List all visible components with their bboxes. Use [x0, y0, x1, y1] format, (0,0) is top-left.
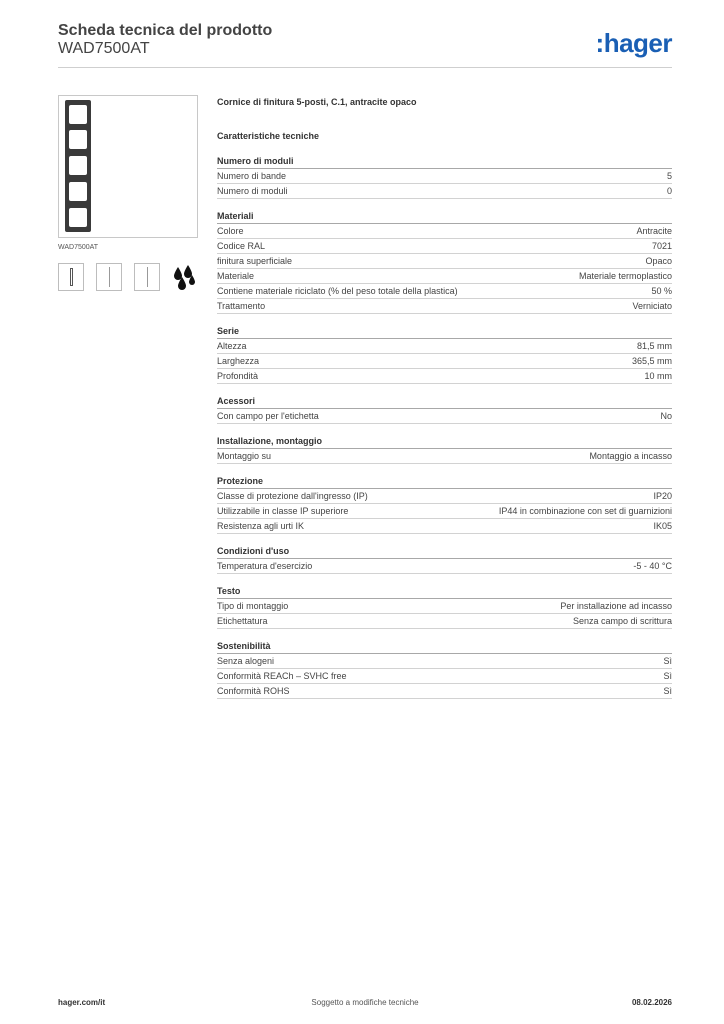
- single-line-icon: [134, 263, 160, 291]
- spec-label: Con campo per l'etichetta: [217, 411, 319, 421]
- spec-value: -5 - 40 °C: [633, 561, 672, 571]
- spec-row: [217, 614, 672, 629]
- spec-value: IP20: [653, 491, 672, 501]
- frame-slot: [69, 156, 87, 175]
- spec-value: 5: [666, 171, 672, 181]
- spec-section: [217, 545, 672, 574]
- spec-value: Sì: [663, 686, 672, 696]
- spec-row: [217, 369, 672, 384]
- spec-label: Numero di moduli: [217, 186, 288, 196]
- spec-row: [217, 224, 672, 239]
- spec-label: Tipo di montaggio: [217, 601, 289, 611]
- spec-value: 10 mm: [644, 371, 672, 381]
- spec-value: Sì: [663, 671, 672, 681]
- spec-value: 0: [666, 186, 672, 196]
- spec-section: [217, 210, 672, 314]
- spec-row: [217, 684, 672, 699]
- spec-row: [217, 504, 672, 519]
- section-title: Installazione, montaggio: [217, 435, 672, 449]
- spec-content: [217, 96, 672, 699]
- frame-illustration: [65, 100, 91, 232]
- spec-value: Montaggio a incasso: [589, 451, 672, 461]
- spec-label: Conformità REACh – SVHC free: [217, 671, 347, 681]
- spec-label: Classe di protezione dall'ingresso (IP): [217, 491, 368, 501]
- spec-row: [217, 239, 672, 254]
- page-title: Scheda tecnica del prodotto: [58, 22, 273, 39]
- frame-slot: [69, 130, 87, 149]
- spec-row: [217, 489, 672, 504]
- spec-value: Sì: [663, 656, 672, 666]
- section-title: Serie: [217, 325, 672, 339]
- header-divider: [58, 67, 672, 68]
- footer-date: 08.02.2026: [631, 998, 672, 1007]
- footer-notice: Soggetto a modifiche tecniche: [311, 998, 419, 1007]
- section-title: Numero di moduli: [217, 155, 672, 169]
- section-title: Acessori: [217, 395, 672, 409]
- spec-label: Codice RAL: [217, 241, 266, 251]
- spec-section: [217, 325, 672, 384]
- spec-row: [217, 269, 672, 284]
- spec-row: [217, 169, 672, 184]
- spec-value: Opaco: [645, 256, 672, 266]
- product-image: [58, 95, 198, 238]
- section-title: Condizioni d'uso: [217, 545, 672, 559]
- spec-value: Antracite: [636, 226, 672, 236]
- spec-row: [217, 409, 672, 424]
- spec-value: No: [660, 411, 672, 421]
- spec-label: Trattamento: [217, 301, 266, 311]
- spec-value: IP44 in combinazione con set di guarnizioni: [498, 506, 672, 516]
- spec-label: Numero di bande: [217, 171, 287, 181]
- spec-value: 81,5 mm: [636, 341, 672, 351]
- frame-slot: [69, 208, 87, 227]
- section-title: Testo: [217, 585, 672, 599]
- hager-logo: :hager: [595, 28, 672, 58]
- spec-section: [217, 435, 672, 464]
- spec-value: IK05: [653, 521, 672, 531]
- spec-section: [217, 395, 672, 424]
- section-title: Materiali: [217, 210, 672, 224]
- vertical-frame-icon: [58, 263, 84, 291]
- spec-value: Senza campo di scrittura: [572, 616, 672, 626]
- spec-row: [217, 354, 672, 369]
- spec-label: Utilizzabile in classe IP superiore: [217, 506, 349, 516]
- spec-value: 365,5 mm: [631, 356, 672, 366]
- frame-slot: [69, 182, 87, 201]
- spec-label: Montaggio su: [217, 451, 272, 461]
- spec-row: [217, 184, 672, 199]
- spec-row: [217, 669, 672, 684]
- spec-row: [217, 284, 672, 299]
- spec-value: Verniciato: [632, 301, 672, 311]
- spec-section: [217, 585, 672, 629]
- feature-icons: [58, 263, 198, 291]
- footer-website[interactable]: hager.com/it: [58, 998, 106, 1007]
- product-code: WAD7500AT: [58, 40, 150, 57]
- water-drops-icon: [172, 263, 198, 291]
- section-title: Sostenibilità: [217, 640, 672, 654]
- spec-row: [217, 254, 672, 269]
- spec-row: [217, 339, 672, 354]
- spec-row: [217, 654, 672, 669]
- page-header: [58, 22, 272, 58]
- image-caption: WAD7500AT: [58, 244, 99, 251]
- spec-label: Temperatura d'esercizio: [217, 561, 313, 571]
- spec-label: Colore: [217, 226, 244, 236]
- spec-value: Per installazione ad incasso: [560, 601, 672, 611]
- frame-slot: [69, 105, 87, 124]
- spec-label: Materiale: [217, 271, 255, 281]
- spec-row: [217, 449, 672, 464]
- single-line-icon: [96, 263, 122, 291]
- spec-row: [217, 599, 672, 614]
- spec-label: finitura superficiale: [217, 256, 293, 266]
- spec-sections: [217, 155, 672, 699]
- spec-value: Materiale termoplastico: [578, 271, 672, 281]
- spec-row: [217, 299, 672, 314]
- spec-value: 50 %: [651, 286, 672, 296]
- product-description: Cornice di finitura 5-posti, C.1, antracite opaco: [217, 97, 417, 107]
- spec-row: [217, 519, 672, 534]
- characteristics-title: Caratteristiche tecniche: [217, 131, 320, 141]
- spec-section: [217, 475, 672, 534]
- spec-label: Contiene materiale riciclato (% del peso totale della plastica): [217, 286, 458, 296]
- spec-label: Altezza: [217, 341, 247, 351]
- spec-label: Larghezza: [217, 356, 260, 366]
- spec-section: [217, 155, 672, 199]
- spec-label: Profondità: [217, 371, 259, 381]
- spec-label: Etichettatura: [217, 616, 268, 626]
- spec-label: Resistenza agli urti IK: [217, 521, 305, 531]
- spec-label: Senza alogeni: [217, 656, 275, 666]
- spec-row: [217, 559, 672, 574]
- spec-label: Conformità ROHS: [217, 686, 290, 696]
- section-title: Protezione: [217, 475, 672, 489]
- spec-value: 7021: [651, 241, 672, 251]
- spec-section: [217, 640, 672, 699]
